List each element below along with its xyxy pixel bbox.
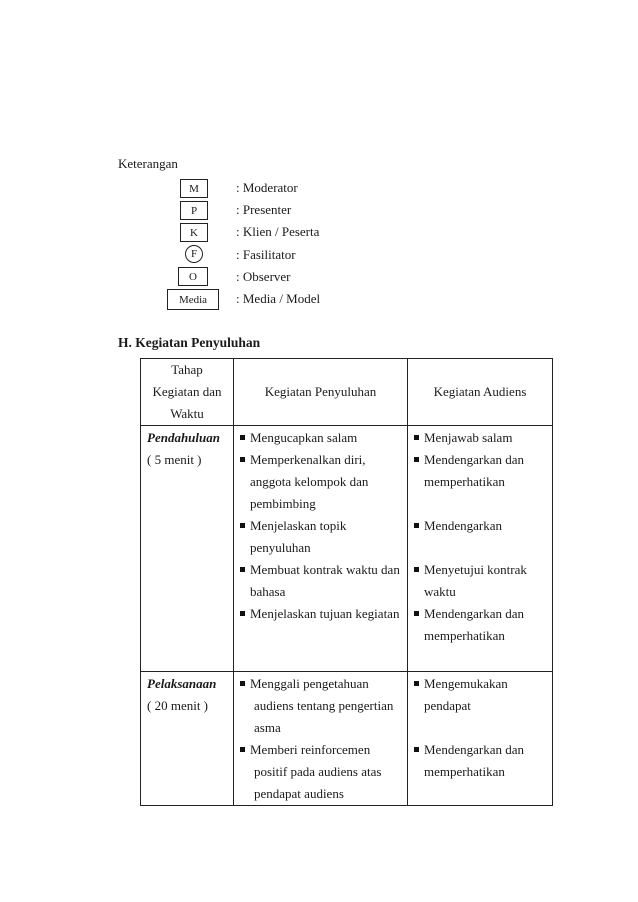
list-item: Menjelaskan topik (238, 515, 405, 537)
list-item: Mendengarkan dan (412, 603, 550, 625)
list-item-cont: memperhatikan (424, 764, 505, 779)
legend-symbol-media: Media (167, 289, 219, 310)
spacer (412, 537, 550, 559)
list-item-cont: waktu (424, 584, 456, 599)
legend-desc-presenter: : Presenter (236, 202, 292, 217)
list-item-cont: anggota kelompok dan (250, 474, 369, 489)
stage-cell (141, 426, 234, 672)
legend-symbol-observer: O (178, 267, 208, 286)
list-item: Menjelaskan tujuan kegiatan (238, 603, 405, 625)
audiens-cell (408, 672, 553, 806)
table-row (141, 672, 553, 806)
penyuluhan-cell (234, 672, 408, 806)
stage-title: Pelaksanaan (147, 676, 217, 691)
legend-symbol-presenter: P (180, 201, 208, 220)
list-item-cont: memperhatikan (424, 474, 505, 489)
header-audiens-label: Kegiatan Audiens (433, 384, 527, 399)
list-item: Mengucapkan salam (238, 427, 405, 449)
header-audiens (408, 359, 553, 426)
list-item-cont: pendapat audiens (254, 786, 344, 801)
legend-symbol-klien: K (180, 223, 208, 242)
list-item: Memberi reinforcemen (238, 739, 405, 761)
legend-desc-klien: : Klien / Peserta (236, 224, 320, 239)
header-tahap-line: Waktu (170, 406, 204, 421)
legend-desc-observer: : Observer (236, 269, 291, 284)
spacer (412, 493, 550, 515)
list-item: Memperkenalkan diri, (238, 449, 405, 471)
legend-desc-fasilitator: : Fasilitator (236, 247, 296, 262)
table-header-row (141, 359, 553, 426)
header-tahap (141, 359, 234, 426)
header-penyuluhan-label: Kegiatan Penyuluhan (264, 384, 377, 399)
stage-time: ( 5 menit ) (147, 452, 202, 467)
header-penyuluhan (234, 359, 408, 426)
list-item-cont: asma (254, 720, 281, 735)
list-item: Mendengarkan (412, 515, 550, 537)
list-item: Mengemukakan (412, 673, 550, 695)
list-item: Mendengarkan dan (412, 449, 550, 471)
stage-cell (141, 672, 234, 806)
list-item-cont: penyuluhan (250, 540, 311, 555)
legend-desc-moderator: : Moderator (236, 180, 298, 195)
list-item: Menyetujui kontrak (412, 559, 550, 581)
legend-symbol-moderator: M (180, 179, 208, 198)
kegiatan-table (140, 358, 553, 806)
list-item: Membuat kontrak waktu dan (238, 559, 405, 581)
list-item-cont: positif pada audiens atas (254, 764, 382, 779)
list-item: Menjawab salam (412, 427, 550, 449)
audiens-cell (408, 426, 553, 672)
penyuluhan-cell (234, 426, 408, 672)
stage-title: Pendahuluan (147, 430, 220, 445)
spacer (412, 717, 550, 739)
stage-time: ( 20 menit ) (147, 698, 209, 713)
list-item-cont: memperhatikan (424, 628, 505, 643)
header-tahap-line: Kegiatan dan (152, 384, 222, 399)
legend-symbol-fasilitator: F (185, 245, 203, 263)
list-item: Mendengarkan dan (412, 739, 550, 761)
list-item: Menggali pengetahuan (238, 673, 405, 695)
legend-desc-media: : Media / Model (236, 291, 321, 306)
list-item-cont: pendapat (424, 698, 471, 713)
list-item-cont: bahasa (250, 584, 286, 599)
keterangan-label: Keterangan (118, 156, 178, 171)
list-item-cont: pembimbing (250, 496, 316, 511)
list-item-cont: audiens tentang pengertian (254, 698, 394, 713)
table-row (141, 426, 553, 672)
header-tahap-line: Tahap (171, 362, 203, 377)
section-heading: H. Kegiatan Penyuluhan (118, 335, 261, 350)
